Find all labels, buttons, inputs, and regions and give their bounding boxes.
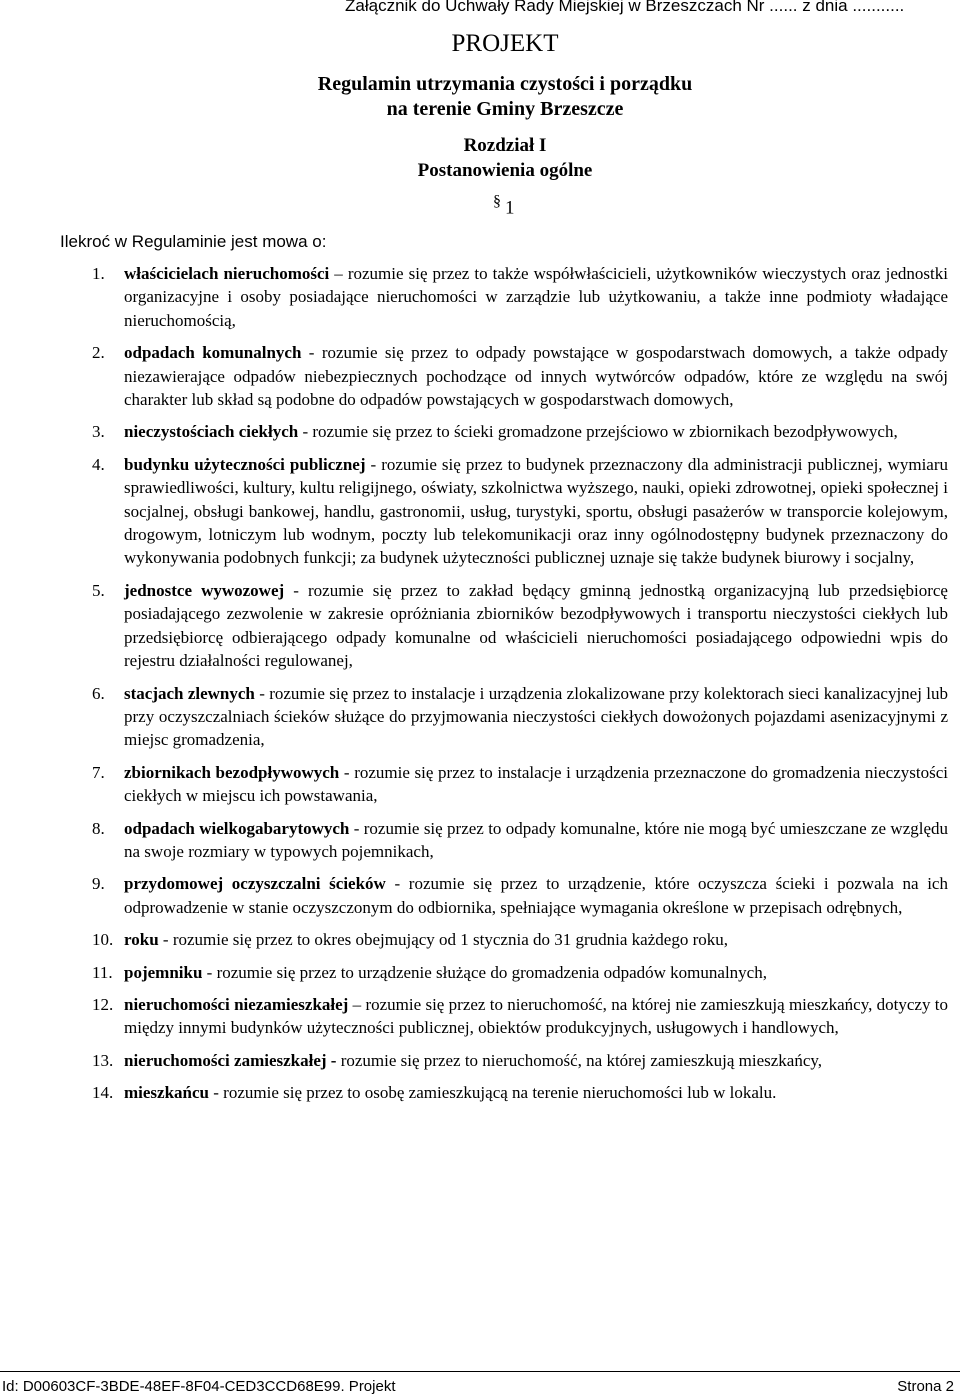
definition-number: 11. (92, 962, 113, 982)
definition-item (92, 872, 948, 919)
definition-number: 14. (92, 1083, 114, 1103)
definition-text: – rozumie się przez to także współwłaścicieli, użytkowników wieczystych oraz jednostki organizacyjne i osoby posiadające nieruchomości w zarządzie lub użytkowaniu, a także inne podmioty władające nieruchomością, (124, 264, 948, 330)
definition-text: - rozumie się przez to zakład będący gminną jednostką organizacyjną lub przedsiębiorcę posiadającego zezwolenie w zakresie opróżniania zbiorników bezodpływowych i transportu nieczystości ciekłych lub przedsiębiorcę odbierającego odpady komunalne od właścicieli nieruchomości posiadającego odpowiedni wpis do rejestru działalności regulowanej, (124, 580, 948, 671)
definition-number: 7. (92, 762, 105, 782)
definition-number: 9. (92, 874, 105, 894)
section-heading (493, 193, 515, 219)
definition-text: - rozumie się przez to urządzenie, które oczyszcza ścieki i pozwala na ich odprowadzenie w stanie oczyszczonym do odbiornika, spełniające wymagania określone w przepisach odrębnych, (124, 874, 948, 917)
definition-term: właścicielach nieruchomości (124, 264, 330, 283)
title-line-1: Regulamin utrzymania czystości i porządku (317, 73, 693, 95)
definition-term: nieruchomości niezamieszkałej (124, 994, 349, 1014)
definition-number: 1. (92, 264, 105, 283)
definition-item (92, 579, 948, 673)
definition-term: zbiornikach bezodpływowych (124, 762, 340, 782)
definition-item (92, 817, 948, 864)
chapter-title: Postanowienia ogólne (417, 160, 593, 181)
definition-term: pojemniku (124, 962, 203, 982)
definition-number: 8. (92, 818, 105, 838)
definition-term: mieszkańcu (124, 1083, 209, 1103)
definition-item (92, 453, 948, 570)
definition-item (92, 961, 948, 984)
section-number: 1 (505, 197, 515, 219)
project-label: PROJEKT (451, 30, 559, 57)
section-symbol: § (493, 193, 501, 210)
definition-item (92, 262, 948, 332)
definition-term: jednostce wywozowej (124, 580, 285, 600)
definition-number: 3. (92, 422, 105, 442)
definition-number: 12. (92, 994, 114, 1014)
document-title (0, 72, 960, 122)
definition-text: - rozumie się przez to odpady komunalne, które nie mogą być umieszczane ze względu na swoje rozmiary w typowych pojemnikach, (124, 818, 949, 861)
chapter-heading (0, 133, 960, 183)
definition-item (92, 682, 948, 752)
definition-number: 6. (92, 683, 105, 703)
title-line-2: na terenie Gminy Brzeszcze (386, 98, 624, 120)
definition-number: 5. (92, 580, 105, 600)
definition-item (92, 1049, 948, 1072)
definition-text: - rozumie się przez to urządzenie służące do gromadzenia odpadów komunalnych, (202, 962, 767, 982)
chapter-number: Rozdział I (463, 135, 547, 156)
definition-text: - rozumie się przez to osobę zamieszkującą na terenie nieruchomości lub w lokalu. (209, 1083, 777, 1103)
definition-text: - rozumie się przez to budynek przeznaczony dla administracji publicznej, wymiaru sprawiedliwości, kultury, kultu religijnego, oświaty, szkolnictwa wyższego, nauki, opieki zdrowotnej, opieki społecznej i socjalnej, obsługi bankowej, handlu, gastronomii, usług, turystyki, sportu, obsługi pasażerów w transporcie kolejowym, drogowym, lotniczym lub wodnym, poczty lub telekomunikacji oraz inny ogólnodostępny budynek przeznaczony do wykonywania podobnych funkcji; za budynek użyteczności publicznej uznaje się także budynek biurowy i socjalny, (124, 454, 948, 568)
footer-document-id: Id: D00603CF-3BDE-48EF-8F04-CED3CCD68E99. Projekt (2, 1378, 396, 1395)
definition-term: budynku użyteczności publicznej (124, 454, 366, 474)
definition-term: roku (124, 930, 159, 950)
definition-item (92, 420, 948, 443)
definition-text: - rozumie się przez to okres obejmujący od 1 stycznia do 31 grudnia każdego roku, (158, 930, 728, 950)
definition-item (92, 761, 948, 808)
definition-term: przydomowej oczyszczalni ścieków (124, 874, 386, 894)
definition-item (92, 928, 948, 951)
definition-text: - rozumie się przez to instalacje i urządzenia zlokalizowane przy kolektorach sieci kanalizacyjnej lub przy oczyszczalniach ścieków służące do przyjmowania nieczystości ciekłych dowożonych pojazdami asenizacyjnymi z miejsc gromadzenia, (124, 683, 949, 750)
definition-term: nieruchomości zamieszkałej - (124, 1050, 337, 1070)
intro-text: Ilekroć w Regulaminie jest mowa o: (60, 232, 327, 251)
definitions-list (92, 262, 948, 1114)
definition-text: - rozumie się przez to instalacje i urządzenia przeznaczone do gromadzenia nieczystości ciekłych w miejscu ich powstawania, (124, 762, 948, 806)
definition-number: 2. (92, 343, 105, 363)
definition-text: rozumie się przez to nieruchomość, na której zamieszkują mieszkańcy, (336, 1050, 823, 1070)
definition-item (92, 993, 948, 1040)
definition-item (92, 1081, 948, 1104)
definition-text: - rozumie się przez to ścieki gromadzone przejściowo w zbiornikach bezodpływowych, (298, 422, 898, 442)
footer-divider (0, 1371, 960, 1372)
definition-text: – rozumie się przez to nieruchomość, na której nie zamieszkują mieszkańcy, dotyczy to między innymi budynków użyteczności publicznej, obiektów produkcyjnych, usługowych i handlowych, (124, 994, 948, 1038)
footer-page-number: Strona 2 (897, 1378, 954, 1395)
definition-number: 13. (92, 1050, 114, 1070)
definition-term: stacjach zlewnych (124, 683, 255, 703)
definition-number: 4. (92, 454, 105, 474)
definition-number: 10. (92, 930, 114, 950)
attachment-note: Załącznik do Uchwały Rady Miejskiej w Brzeszczach Nr ...... z dnia ........... (345, 0, 905, 15)
definition-term: odpadach komunalnych (124, 343, 302, 363)
definition-term: odpadach wielkogabarytowych (124, 818, 350, 838)
definition-text: - rozumie się przez to odpady powstające w gospodarstwach domowych, a także odpady niezawierające odpadów niebezpiecznych pochodzące od innych wytwórców odpadów, które ze względu na swój charakter lub skład są podobne do odpadów powstających w gospodarstwach domowych, (124, 343, 948, 410)
definition-term: nieczystościach ciekłych (124, 422, 299, 442)
definition-item (92, 341, 948, 411)
